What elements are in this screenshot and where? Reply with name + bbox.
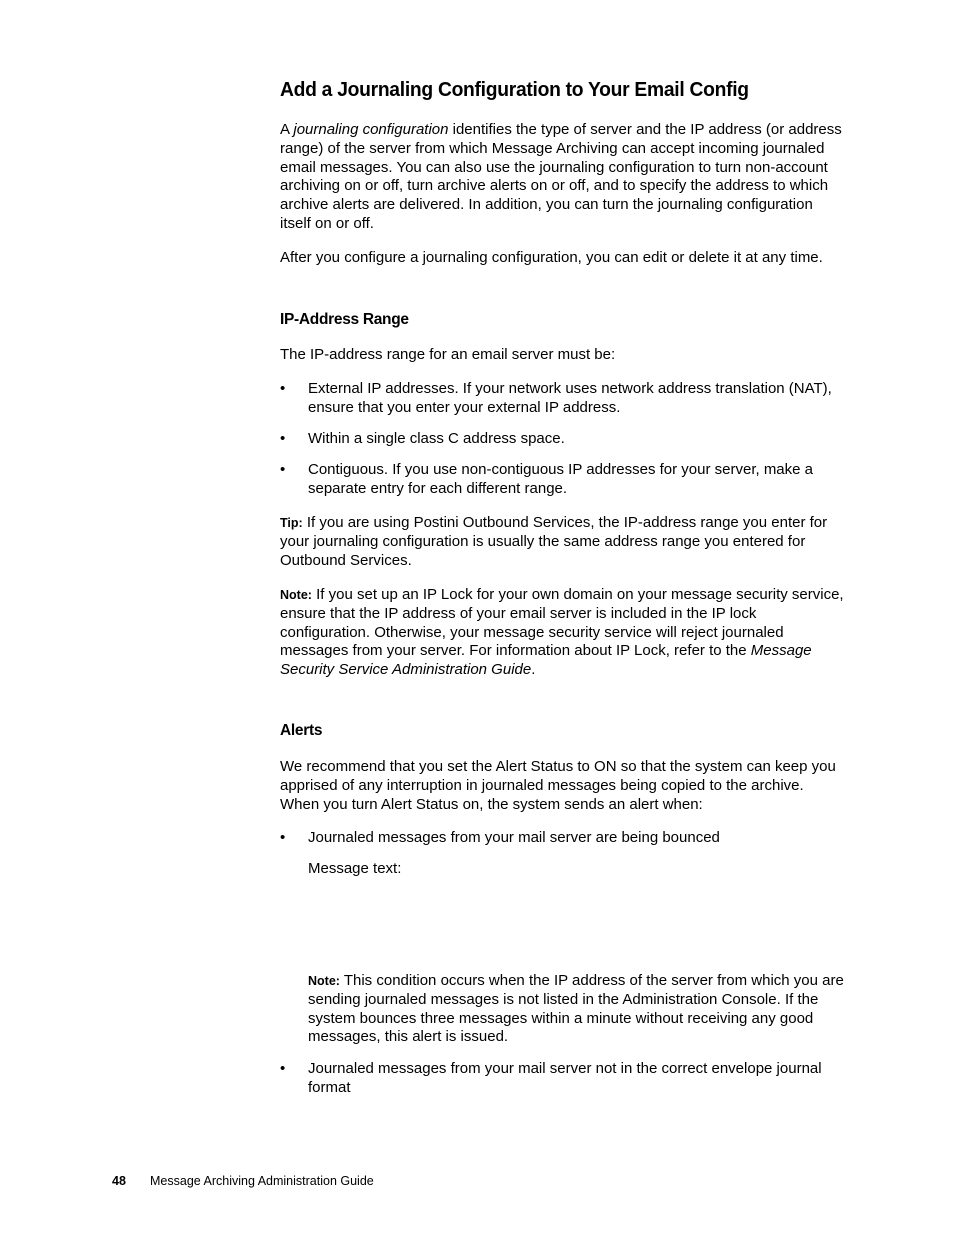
bullet-symbol: • <box>280 430 286 447</box>
note-text: This condition occurs when the IP address of the server from which you are sending journaled messages is not listed in the Administration Console. If the system bounces three messages within a minute without receiving any good messages, this alert is issued. <box>308 972 844 1046</box>
guide-title: Message Archiving Administration Guide <box>150 1174 374 1188</box>
alert-bullet-format <box>280 1060 845 1098</box>
tip-text: If you are using Postini Outbound Services, the IP-address range you enter for your journaling configuration is usually the same address range you entered for Outbound Services. <box>280 514 828 569</box>
alerts-lead: We recommend that you set the Alert Status to ON so that the system can keep you apprised of any interruption in journaled messages being copied to the archive. When you turn Alert Status on, the system sends an alert when: <box>280 758 836 813</box>
tip-paragraph <box>280 514 845 570</box>
ip-range-lead: The IP-address range for an email server must be: <box>280 346 616 363</box>
bullet-text: Contiguous. If you use non-contiguous IP addresses for your server, make a separate entry for each different range. <box>308 461 814 497</box>
alert-bullet-bounced <box>280 829 845 848</box>
note-text-end: . <box>531 661 536 679</box>
bullet-symbol: • <box>280 380 286 397</box>
note-reference: Message Security Service Administration Guide <box>280 642 812 679</box>
intro-pre: A <box>280 121 294 138</box>
ip-bullet-class-c <box>280 430 845 449</box>
bullet-text: Journaled messages from your mail server not in the correct envelope journal format <box>308 1060 822 1096</box>
bullet-text: Within a single class C address space. <box>308 430 565 447</box>
ip-lock-note <box>280 586 845 680</box>
intro-term: journaling configuration <box>293 121 449 138</box>
bullet-symbol: • <box>280 461 286 478</box>
bullet-text: Journaled messages from your mail server are being bounced <box>308 829 720 846</box>
note-label: Note: <box>280 588 312 602</box>
ip-bullet-contiguous <box>280 461 845 499</box>
after-config-paragraph: After you configure a journaling configuration, you can edit or delete it at any time. <box>280 249 823 266</box>
page-number: 48 <box>112 1174 126 1188</box>
bounce-note <box>308 972 845 1047</box>
intro-post: identifies the type of server and the IP address (or address range) of the server from which Message Archiving can accept incoming journaled email messages. You can also use the journaling configuration to turn non-account archiving on or off, turn archive alerts on or off, and to specify the address to which archive alerts are delivered. In addition, you can turn the journaling configuration itself on or off. <box>280 121 842 232</box>
intro-paragraph <box>280 121 845 234</box>
note-label: Note: <box>308 974 340 988</box>
bullet-symbol: • <box>280 1060 286 1077</box>
bullet-text: External IP addresses. If your network uses network address translation (NAT), ensure that you enter your external IP address. <box>308 380 832 416</box>
alerts-heading: Alerts <box>280 722 323 739</box>
note-text: If you set up an IP Lock for your own domain on your message security service, ensure that the IP address of your email server is included in the IP lock configuration. Otherwise, your message security service will reject journaled messages from your server. For information about IP Lock, refer to the <box>280 586 844 660</box>
message-text-label: Message text: <box>308 860 402 877</box>
bullet-symbol: • <box>280 829 286 846</box>
ip-range-heading: IP-Address Range <box>280 311 409 328</box>
ip-bullet-external <box>280 380 845 418</box>
page-title: Add a Journaling Configuration to Your Email Config <box>280 78 749 101</box>
tip-label: Tip: <box>280 516 303 530</box>
page-footer <box>112 1174 374 1188</box>
